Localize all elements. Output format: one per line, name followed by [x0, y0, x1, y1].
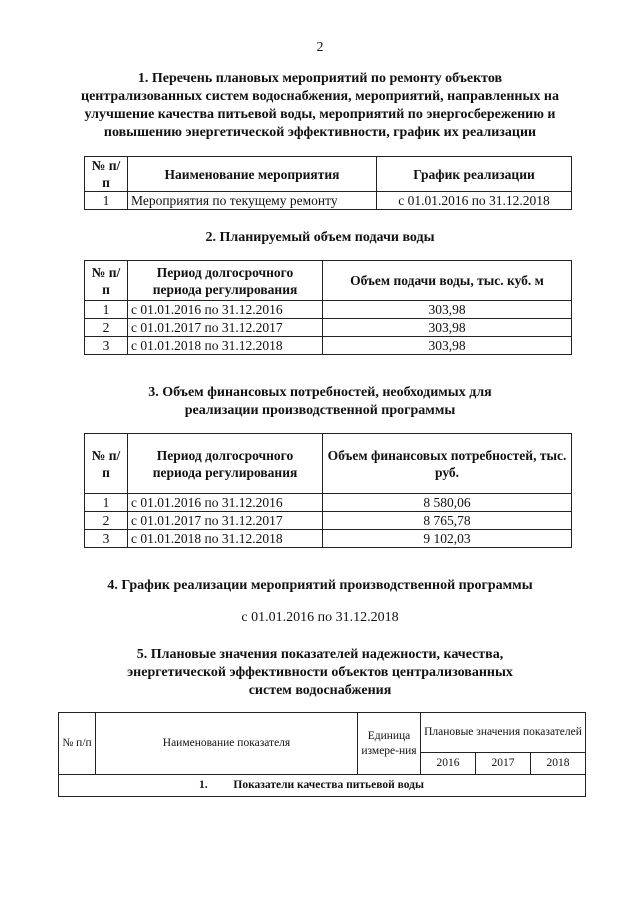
table-row: 2 с 01.01.2017 по 31.12.2017 8 765,78 — [85, 512, 572, 530]
table-row: 3 с 01.01.2018 по 31.12.2018 9 102,03 — [85, 530, 572, 548]
col-header-planned: Плановые значения показателей — [421, 713, 586, 753]
col-header-year-2018: 2018 — [531, 753, 586, 775]
col-header-year-2017: 2017 — [476, 753, 531, 775]
table-row: 2 с 01.01.2017 по 31.12.2017 303,98 — [85, 319, 572, 337]
table-row: 3 с 01.01.2018 по 31.12.2018 303,98 — [85, 337, 572, 355]
section2-table — [84, 260, 572, 355]
col-header-unit: Единица измере-ния — [358, 713, 421, 775]
col-header-num: № п/п — [59, 713, 96, 775]
section5-table — [58, 712, 586, 797]
col-header-volume: Объем подачи воды, тыс. куб. м — [323, 261, 572, 301]
table-row: 1 с 01.01.2016 по 31.12.2016 303,98 — [85, 301, 572, 319]
section4-period: с 01.01.2016 по 31.12.2018 — [241, 610, 399, 625]
section1-table — [84, 156, 572, 210]
col-header-indicator: Наименование показателя — [96, 713, 358, 775]
col-header-period: Период долгосрочного периода регулирования — [128, 434, 323, 494]
col-header-num: № п/п — [85, 434, 128, 494]
col-header-num: № п/п — [85, 157, 128, 192]
section1-heading: 1. Перечень плановых мероприятий по ремонту объектов централизованных систем водоснабжения, мероприятий, направленных на улучшение качества питьевой воды, мероприятий по энергосбережению и повышению энергетической эффективности, график их реализации — [81, 71, 559, 140]
table-subheader-row — [59, 775, 586, 797]
section2-heading: 2. Планируемый объем подачи воды — [205, 230, 435, 245]
table-row: 1 Мероприятия по текущему ремонту с 01.01.2016 по 31.12.2018 — [85, 192, 572, 210]
page-number: 2 — [316, 40, 324, 55]
subheader-label: Показатели качества питьевой воды — [233, 779, 424, 791]
col-header-name: Наименование мероприятия — [128, 157, 377, 192]
section3-heading: 3. Объем финансовых потребностей, необходимых для реализации производственной программы — [148, 385, 492, 418]
section4-heading: 4. График реализации мероприятий производственной программы — [107, 578, 533, 593]
section3-table — [84, 433, 572, 548]
section5-heading: 5. Плановые значения показателей надежности, качества, энергетической эффективности объектов централизованных систем водоснабжения — [127, 647, 513, 698]
col-header-finance: Объем финансовых потребностей, тыс. руб. — [323, 434, 572, 494]
col-header-period: Период долгосрочного периода регулирования — [128, 261, 323, 301]
col-header-schedule: График реализации — [377, 157, 572, 192]
col-header-num: № п/п — [85, 261, 128, 301]
table-row: 1 с 01.01.2016 по 31.12.2016 8 580,06 — [85, 494, 572, 512]
col-header-year-2016: 2016 — [421, 753, 476, 775]
subheader-number: 1. — [199, 779, 208, 791]
